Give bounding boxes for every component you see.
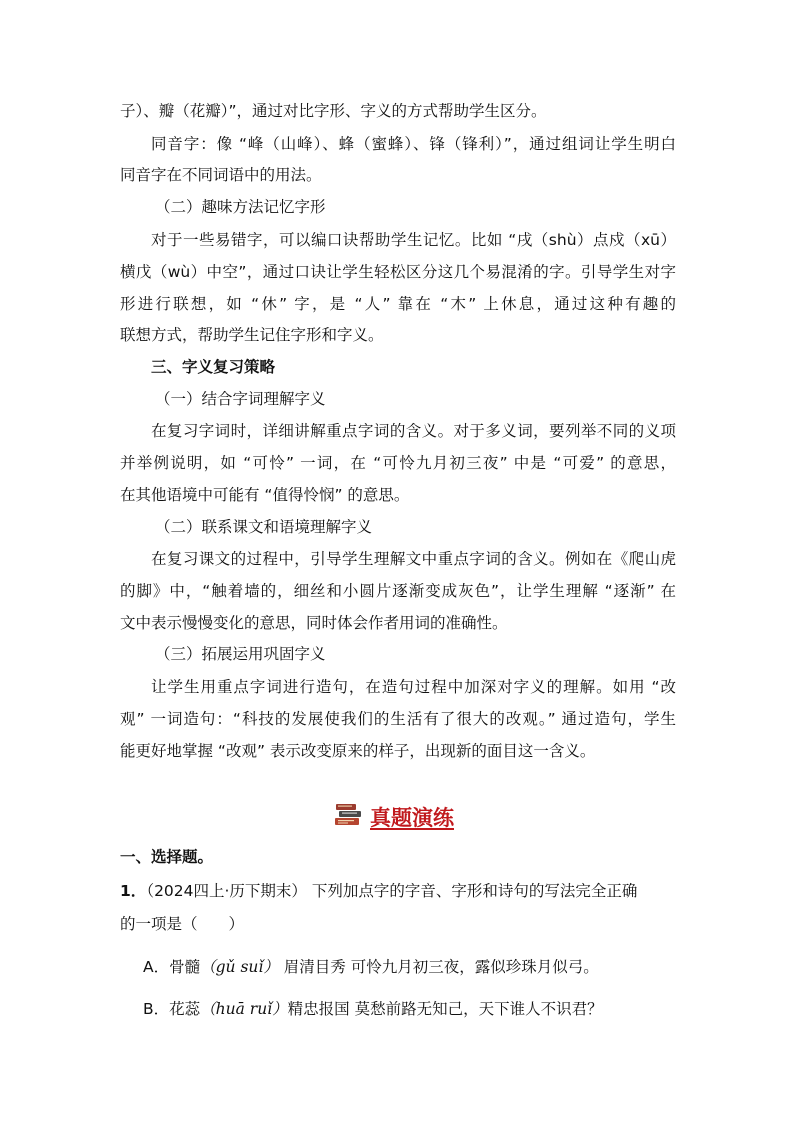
paragraph-line: 横戊（wù）中空”，通过口诀让学生轻松区分这几个易混淆的字。引导学生对字 xyxy=(120,263,676,281)
exercise-heading: 一、选择题。 xyxy=(120,848,214,866)
option-word: 骨髓 xyxy=(169,958,201,976)
paragraph-line: 能更好地掌握 “改观” 表示改变原来的样子，出现新的面目这一含义。 xyxy=(120,742,596,760)
question-source: （2024四上·历下期末） xyxy=(146,882,307,900)
option-label: B． xyxy=(143,1000,170,1018)
paragraph-line: 同音字：像 “峰（山峰）、蜂（蜜蜂）、锋（锋利）”，通过组词让学生明白 xyxy=(151,135,676,153)
paragraph-line: 在其他语境中可能有 “值得怜悯” 的意思。 xyxy=(120,486,410,504)
subheading: （一）结合字词理解字义 xyxy=(155,390,326,408)
books-icon xyxy=(334,802,364,832)
option-word: 花蕊 xyxy=(169,1000,201,1018)
paragraph-line: 联想方式，帮助学生记住字形和字义。 xyxy=(120,326,384,344)
paragraph-line: 并举例说明，如 “可怜” 一词，在 “可怜九月初三夜” 中是 “可爱” 的意思， xyxy=(120,454,676,472)
question-text: 下列加点字的字音、字形和诗句的写法完全正确 xyxy=(306,882,638,900)
option-pinyin: （huā ruǐ） xyxy=(200,1000,288,1018)
option-text: 眉清目秀 可怜九月初三夜，露似珍珠月似弓。 xyxy=(278,958,599,976)
option-a[interactable] xyxy=(143,956,599,978)
paragraph-line: 在复习字词时，详细讲解重点字词的含义。对于多义词，要列举不同的义项 xyxy=(151,422,676,440)
question-line-2: 的一项是（ ） xyxy=(120,915,245,933)
paragraph-line: 观” 一词造句：“科技的发展使我们的生活有了很大的改观。” 通过造句，学生 xyxy=(120,710,676,728)
option-label: A． xyxy=(143,958,170,976)
option-text: 精忠报国 莫愁前路无知己，天下谁人不识君？ xyxy=(287,1000,603,1018)
subheading: （二）趣味方法记忆字形 xyxy=(155,198,326,216)
paragraph-line: 在复习课文的过程中，引导学生理解文中重点字词的含义。例如在《爬山虎 xyxy=(151,550,676,568)
paragraph-line: 形进行联想，如 “休” 字，是 “人” 靠在 “木” 上休息，通过这种有趣的 xyxy=(120,295,676,313)
subheading: （二）联系课文和语境理解字义 xyxy=(155,518,373,536)
section-heading: 三、字义复习策略 xyxy=(151,358,276,376)
option-pinyin: （gǔ suǐ） xyxy=(200,958,279,976)
question-line: 1．（2024四上·历下期末） 下列加点字的字音、字形和诗句的写法完全正确 xyxy=(120,882,638,900)
paragraph-line: 让学生用重点字词进行造句，在造句过程中加深对字义的理解。如用 “改 xyxy=(151,678,676,696)
paragraph-line: 对于一些易错字，可以编口诀帮助学生记忆。比如 “戌（shù）点戍（xū） xyxy=(151,231,676,249)
question-number: 1 xyxy=(120,882,131,900)
section-title xyxy=(334,800,454,834)
option-b[interactable] xyxy=(143,998,603,1020)
paragraph-line: 文中表示慢慢变化的意思，同时体会作者用词的准确性。 xyxy=(120,614,508,632)
section-title-text: 真题演练 xyxy=(370,805,454,830)
paragraph-line: 子）、瓣（花瓣）”，通过对比字形、字义的方式帮助学生区分。 xyxy=(120,102,547,120)
subheading: （三）拓展运用巩固字义 xyxy=(155,645,326,663)
paragraph-line: 的脚》中，“触着墙的，细丝和小圆片逐渐变成灰色”，让学生理解 “逐渐” 在 xyxy=(120,582,676,600)
paragraph-line: 同音字在不同词语中的用法。 xyxy=(120,166,322,184)
